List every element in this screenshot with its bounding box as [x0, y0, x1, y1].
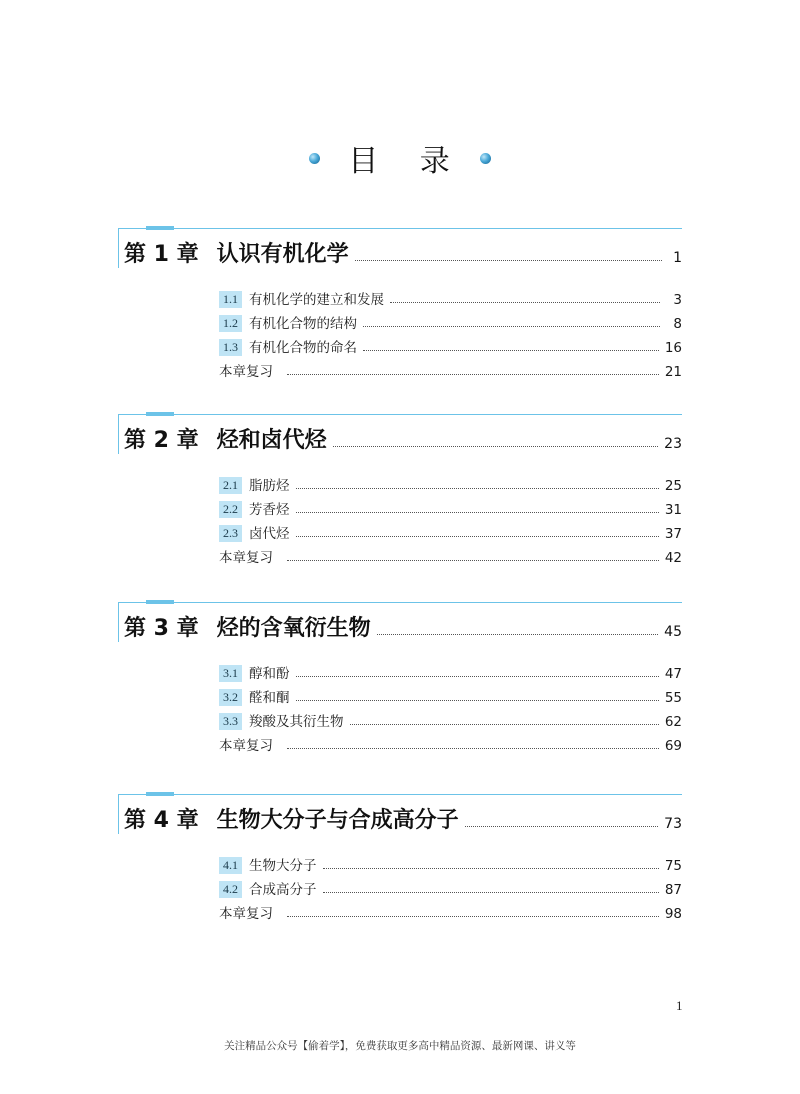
chapter-title: 烃和卤代烃: [216, 428, 327, 453]
header-rule: [118, 602, 119, 642]
section-title: 羧酸及其衍生物: [249, 714, 344, 730]
review-title: 本章复习: [219, 738, 273, 754]
dot-leader: [287, 374, 659, 375]
dot-leader: [296, 512, 659, 513]
chapter-header: [118, 794, 682, 836]
review-title: 本章复习: [219, 364, 273, 380]
dot-leader: [465, 826, 659, 827]
header-rule: [118, 414, 682, 415]
chapter-review-entry[interactable]: [219, 730, 682, 754]
dot-leader: [377, 634, 659, 635]
chapter-entry[interactable]: [124, 238, 682, 268]
chapter-number: 第 1 章: [124, 242, 199, 267]
section-entry[interactable]: [219, 470, 682, 494]
chapter-review-entry[interactable]: [219, 356, 682, 380]
chapter-review-entry[interactable]: [219, 898, 682, 922]
section-entry[interactable]: [219, 658, 682, 682]
page-number: 1: [676, 998, 683, 1013]
section-number-badge: 2.2: [219, 501, 242, 518]
dot-leader: [323, 868, 659, 869]
section-entry[interactable]: [219, 850, 682, 874]
section-number-badge: 1.2: [219, 315, 242, 332]
section-list: [219, 284, 682, 380]
review-page: 42: [664, 550, 682, 566]
section-number-badge: 2.3: [219, 525, 242, 542]
section-list: [219, 470, 682, 566]
dot-leader: [287, 916, 659, 917]
header-tab: [146, 600, 174, 604]
section-list: [219, 658, 682, 754]
dot-leader: [287, 560, 659, 561]
section-entry[interactable]: [219, 682, 682, 706]
chapter-number: 第 2 章: [124, 428, 199, 453]
section-entry[interactable]: [219, 332, 682, 356]
chapter-title: 生物大分子与合成高分子: [216, 808, 459, 833]
section-page: 55: [664, 690, 682, 706]
section-page: 37: [664, 526, 682, 542]
section-title: 芳香烃: [249, 502, 290, 518]
section-page: 25: [664, 478, 682, 494]
section-title: 有机化合物的结构: [249, 316, 357, 332]
section-title: 卤代烃: [249, 526, 290, 542]
bullet-dot-icon: [480, 153, 491, 164]
chapter-number: 第 4 章: [124, 808, 199, 833]
header-rule: [118, 228, 119, 268]
chapter-block: [118, 602, 682, 754]
section-title: 生物大分子: [249, 858, 317, 874]
section-entry[interactable]: [219, 494, 682, 518]
section-entry[interactable]: [219, 518, 682, 542]
section-list: [219, 850, 682, 922]
chapter-header: [118, 414, 682, 456]
chapter-number: 第 3 章: [124, 616, 199, 641]
dot-leader: [390, 302, 660, 303]
bullet-dot-icon: [309, 153, 320, 164]
chapter-page: 1: [673, 250, 682, 266]
header-rule: [118, 602, 682, 603]
dot-leader: [296, 536, 659, 537]
dot-leader: [350, 724, 659, 725]
section-page: 87: [664, 882, 682, 898]
section-number-badge: 2.1: [219, 477, 242, 494]
dot-leader: [363, 350, 659, 351]
section-page: 8: [673, 316, 682, 332]
review-page: 98: [664, 906, 682, 922]
section-number-badge: 3.3: [219, 713, 242, 730]
section-page: 62: [664, 714, 682, 730]
section-entry[interactable]: [219, 284, 682, 308]
chapter-entry[interactable]: [124, 612, 682, 642]
header-tab: [146, 412, 174, 416]
dot-leader: [363, 326, 660, 327]
header-rule: [118, 794, 119, 834]
review-title: 本章复习: [219, 906, 273, 922]
chapter-block: [118, 414, 682, 566]
section-number-badge: 1.1: [219, 291, 242, 308]
section-title: 有机化合物的命名: [249, 340, 357, 356]
header-rule: [118, 794, 682, 795]
section-entry[interactable]: [219, 874, 682, 898]
section-title: 脂肪烃: [249, 478, 290, 494]
section-page: 3: [673, 292, 682, 308]
review-page: 21: [664, 364, 682, 380]
dot-leader: [287, 748, 659, 749]
section-page: 16: [664, 340, 682, 356]
footer-note: 关注精品公众号【偷着学】，免费获取更多高中精品资源、最新网课、讲义等: [224, 1040, 576, 1052]
chapter-title: 认识有机化学: [216, 242, 349, 267]
section-entry[interactable]: [219, 308, 682, 332]
header-rule: [118, 414, 119, 454]
dot-leader: [323, 892, 659, 893]
section-page: 47: [664, 666, 682, 682]
header-tab: [146, 792, 174, 796]
section-title: 醇和酚: [249, 666, 290, 682]
section-number-badge: 3.2: [219, 689, 242, 706]
section-title: 醛和酮: [249, 690, 290, 706]
review-page: 69: [664, 738, 682, 754]
section-page: 31: [664, 502, 682, 518]
section-number-badge: 4.1: [219, 857, 242, 874]
section-title: 合成高分子: [249, 882, 317, 898]
chapter-page: 23: [664, 436, 682, 452]
chapter-block: [118, 228, 682, 380]
section-entry[interactable]: [219, 706, 682, 730]
section-number-badge: 1.3: [219, 339, 242, 356]
toc-heading: [0, 138, 800, 178]
chapter-entry[interactable]: [124, 804, 682, 834]
chapter-review-entry[interactable]: [219, 542, 682, 566]
dot-leader: [333, 446, 659, 447]
dot-leader: [296, 676, 659, 677]
dot-leader: [296, 700, 659, 701]
chapter-page: 73: [664, 816, 682, 832]
section-title: 有机化学的建立和发展: [249, 292, 384, 308]
section-number-badge: 3.1: [219, 665, 242, 682]
chapter-entry[interactable]: [124, 424, 682, 454]
chapter-block: [118, 794, 682, 922]
chapter-page: 45: [664, 624, 682, 640]
page-title: 目 录: [348, 144, 466, 179]
chapter-header: [118, 228, 682, 270]
section-page: 75: [664, 858, 682, 874]
header-rule: [118, 228, 682, 229]
dot-leader: [355, 260, 662, 261]
chapter-header: [118, 602, 682, 644]
chapter-title: 烃的含氧衍生物: [216, 616, 371, 641]
dot-leader: [296, 488, 659, 489]
header-tab: [146, 226, 174, 230]
section-number-badge: 4.2: [219, 881, 242, 898]
review-title: 本章复习: [219, 550, 273, 566]
